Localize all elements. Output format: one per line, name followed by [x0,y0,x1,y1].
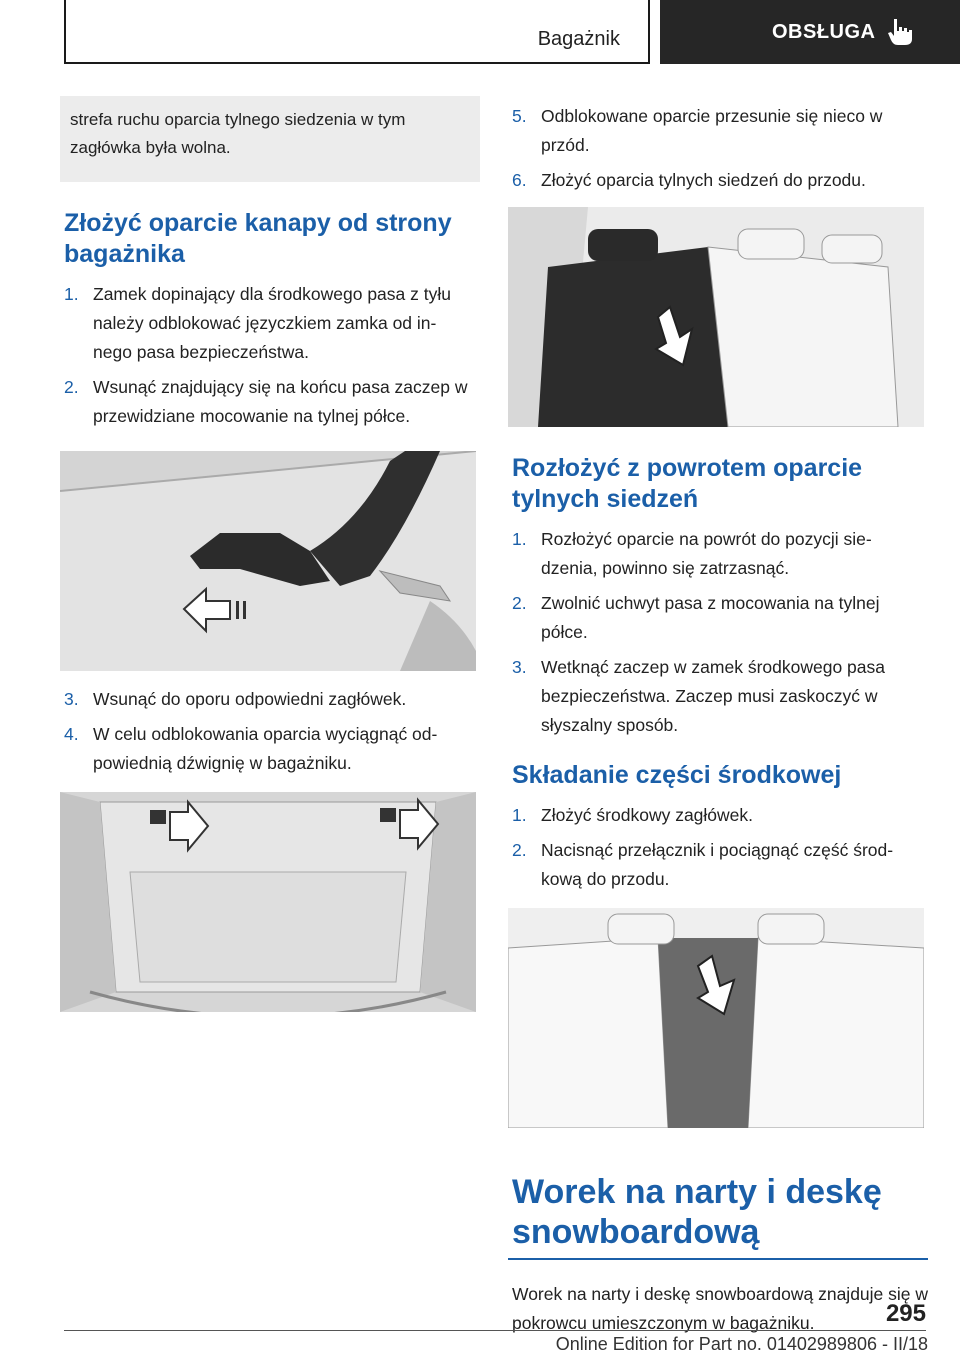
list-item: 2. Zwolnić uchwyt pasa z mocowania na tylnej półce. [512,593,880,642]
header-section-box [64,0,650,64]
steps-list [64,280,480,431]
heading-unfold-seats: Rozłożyć z powrotem oparcie tylnych siedzeń [512,454,863,513]
list-item: 3. Wsunąć do oporu odpowiedni zagłówek. [64,689,407,709]
pointing-hand-icon [886,17,914,47]
main-heading-ski-bag: Worek na narty i deskę snowboardową [512,1173,882,1251]
list-item: 1. Rozłożyć oparcie na powrót do pozycji sie- dzenia, powinno się zatrzasnąć. [512,529,872,578]
list-item: 5. Odblokowane oparcie przesunie się nieco w przód. [512,106,883,155]
footer-edition: Online Edition for Part no. 01402989806 - II/18 [555,1334,928,1354]
note-box: strefa ruchu oparcia tylnego siedzenia w tym zagłówka była wolna. [60,96,480,182]
figure-center-section-fold [508,908,924,1128]
figure-trunk-release-levers [60,792,476,1012]
heading-fold-from-trunk: Złożyć oparcie kanapy od strony bagażnika [64,209,452,268]
list-item: 1. Złożyć środkowy zagłówek. [512,805,754,825]
steps-list [64,685,480,778]
chapter-tab [660,0,960,64]
section-title: Bagażnik [537,28,620,50]
page-number: 295 [885,1300,926,1327]
list-item: 4. W celu odblokowania oparcia wyciągnąć od- powiednią dźwignię w bagażniku. [64,724,438,773]
list-item: 3. Wetknąć zaczep w zamek środkowego pasa bezpieczeństwa. Zaczep musi zaskoczyć w słyszalny sposób. [512,657,886,735]
left-column [60,96,480,1012]
steps-list [512,525,928,740]
list-item: 1. Zamek dopinający dla środkowego pasa z tyłu należy odblokować języczkiem zamka od in- nego pasa bezpieczeństwa. [64,284,451,362]
right-column [508,96,928,1338]
footer-divider [64,1330,926,1331]
figure-belt-clip-parcel-shelf [60,451,476,671]
steps-list [512,102,928,195]
heading-divider [508,1258,928,1260]
list-item: 6. Złożyć oparcia tylnych siedzeń do przodu. [512,170,866,190]
heading-fold-center-section: Składanie części środkowej [512,761,842,789]
figure-fold-seatback-forward [508,207,924,427]
ski-bag-description: Worek na narty i deskę snowboardową znajduje się w pokrowcu umieszczonym w bagażniku. [512,1284,929,1333]
chapter-title: OBSŁUGA [772,20,876,43]
steps-list [512,801,928,894]
list-item: 2. Nacisnąć przełącznik i pociągnąć część środ- kową do przodu. [512,840,894,889]
list-item: 2. Wsunąć znajdujący się na końcu pasa zaczep w przewidziane mocowanie na tylnej półce. [64,377,468,426]
